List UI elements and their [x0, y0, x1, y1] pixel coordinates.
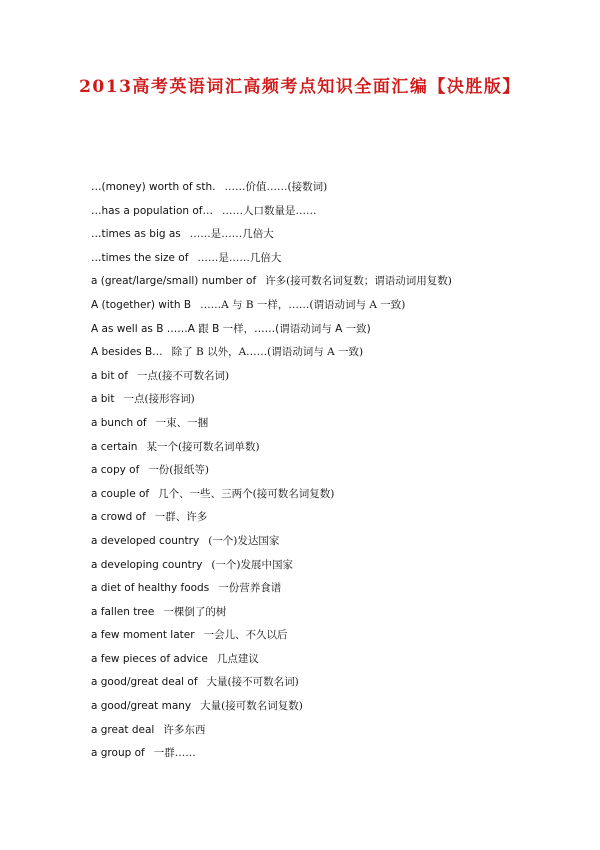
vocabulary-list	[91, 176, 561, 766]
vocabulary-entry	[91, 459, 561, 483]
entry-english: a developing country	[91, 558, 203, 571]
entry-chinese: (一个)发展中国家	[211, 558, 294, 571]
entry-chinese: 除了 B 以外，A……(谓语动词与 A 一致)	[171, 346, 364, 359]
entry-english: a (great/large/small) number of	[91, 275, 257, 288]
entry-chinese: (一个)发达国家	[208, 534, 280, 547]
vocabulary-entry	[91, 648, 561, 672]
entry-english: a bit of	[91, 369, 128, 382]
entry-english: a fallen tree	[91, 605, 155, 618]
vocabulary-entry	[91, 388, 561, 412]
entry-chinese: 一点(接形容词)	[123, 393, 195, 406]
entry-chinese: 几个、一些、三两个(接可数名词复数)	[158, 487, 335, 500]
vocabulary-entry	[91, 412, 561, 436]
entry-english: a good/great many	[91, 700, 192, 713]
vocabulary-entry	[91, 506, 561, 530]
entry-english: a couple of	[91, 487, 150, 500]
vocabulary-entry	[91, 601, 561, 625]
entry-chinese: 一会儿、不久以后	[203, 629, 288, 642]
entry-english: a developed country	[91, 534, 200, 547]
entry-english: …(money) worth of sth.	[91, 181, 216, 193]
entry-english: a bit	[91, 393, 115, 406]
vocabulary-entry	[91, 530, 561, 554]
vocabulary-entry	[91, 294, 561, 318]
entry-chinese: 一份(报纸等)	[148, 464, 210, 477]
entry-chinese: 大量(接不可数名词)	[206, 676, 299, 689]
entry-chinese: ……A 与 B 一样，……(谓语动词与 A 一致)	[200, 298, 406, 311]
entry-chinese: ……价值……(接数词)	[224, 181, 328, 193]
vocabulary-entry	[91, 247, 561, 271]
entry-chinese: 许多(接可数名词复数；谓语动词用复数)	[265, 275, 452, 288]
entry-english: …times as big as	[91, 228, 181, 241]
vocabulary-entry	[91, 671, 561, 695]
entry-chinese: 一点(接不可数名词)	[136, 369, 230, 382]
entry-english: A as well as B ……A 跟 B 一样，……(谓语动词与 A 一致)	[91, 322, 371, 335]
vocabulary-entry	[91, 624, 561, 648]
vocabulary-entry	[91, 483, 561, 507]
vocabulary-entry	[91, 318, 561, 342]
entry-english: a crowd of	[91, 511, 146, 524]
entry-english: A besides B…	[91, 346, 163, 359]
vocabulary-entry	[91, 270, 561, 294]
entry-chinese: 许多东西	[163, 723, 206, 736]
entry-chinese: ……是……几倍大	[197, 251, 282, 264]
entry-english: a group of	[91, 747, 145, 760]
entry-chinese: 一棵倒了的树	[163, 605, 227, 618]
entry-english: …has a population of…	[91, 204, 214, 217]
entry-english: a diet of healthy foods	[91, 582, 210, 595]
vocabulary-entry	[91, 695, 561, 719]
entry-chinese: 几点建议	[216, 652, 259, 665]
document-title: 2013高考英语词汇高频考点知识全面汇编【决胜版】	[79, 77, 521, 97]
vocabulary-entry	[91, 200, 561, 224]
vocabulary-entry	[91, 554, 561, 578]
entry-chinese: 一群……	[153, 747, 196, 760]
entry-chinese: 一份营养食谱	[218, 582, 282, 595]
vocabulary-entry	[91, 176, 561, 200]
vocabulary-entry	[91, 341, 561, 365]
vocabulary-entry	[91, 577, 561, 601]
entry-chinese: 一群、许多	[154, 511, 208, 524]
vocabulary-entry	[91, 223, 561, 247]
entry-english: a few pieces of advice	[91, 652, 208, 665]
entry-english: a great deal	[91, 723, 155, 736]
entry-english: a few moment later	[91, 629, 195, 642]
entry-english: a bunch of	[91, 416, 147, 429]
entry-chinese: 一束、一捆	[155, 416, 209, 429]
entry-english: A (together) with B	[91, 298, 192, 311]
entry-english: a copy of	[91, 464, 140, 477]
vocabulary-entry	[91, 742, 561, 766]
entry-chinese: ……是……几倍大	[189, 228, 274, 241]
entry-chinese: ……人口数量是……	[222, 204, 317, 217]
entry-chinese: 某一个(接可数名词单数)	[146, 440, 260, 453]
entry-english: a certain	[91, 440, 138, 453]
entry-english: a good/great deal of	[91, 676, 198, 689]
entry-english: …times the size of	[91, 251, 189, 264]
vocabulary-entry	[91, 719, 561, 743]
vocabulary-entry	[91, 436, 561, 460]
entry-chinese: 大量(接可数名词复数)	[200, 700, 303, 713]
vocabulary-entry	[91, 365, 561, 389]
